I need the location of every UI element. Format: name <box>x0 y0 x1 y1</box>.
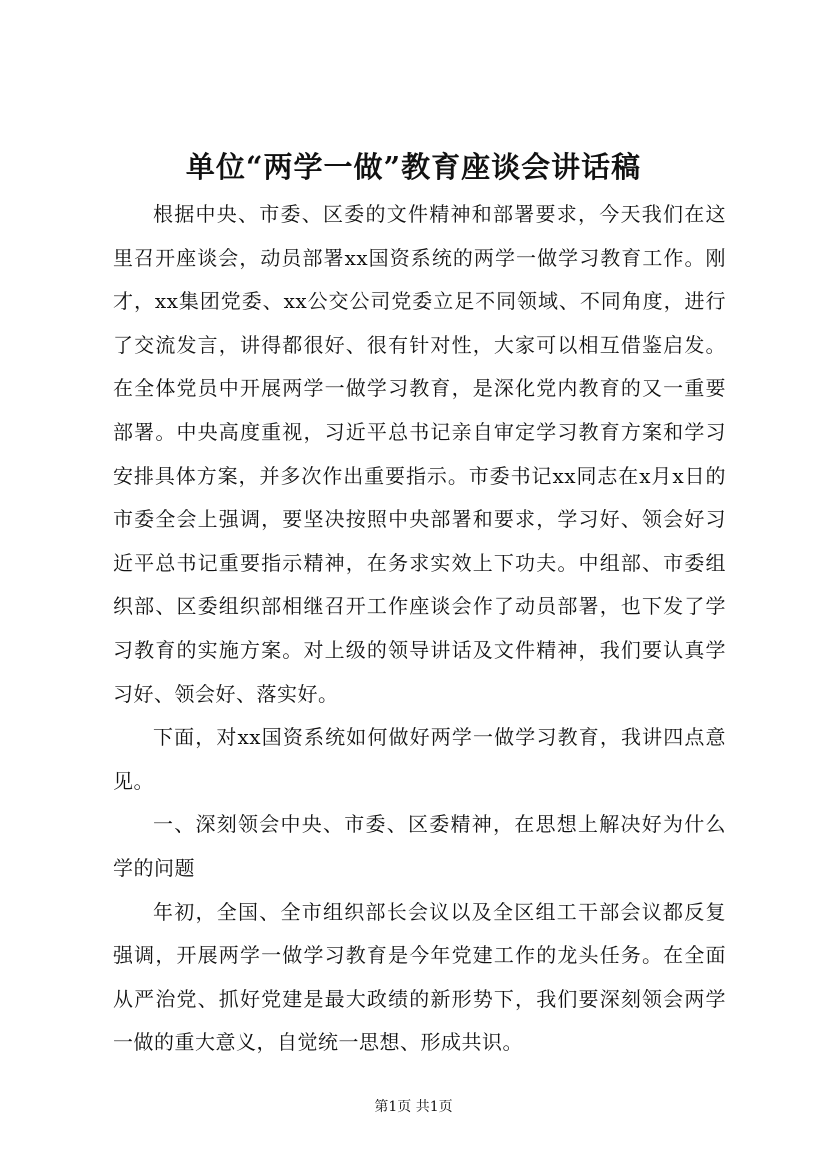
document-title: 单位“两学一做”教育座谈会讲话稿 <box>185 150 642 184</box>
page-number-footer: 第1页 共1页 <box>374 1099 453 1115</box>
paragraph: 下面，对xx国资系统如何做好两学一做学习教育，我讲四点意见。 <box>113 725 726 793</box>
paragraph: 根据中央、市委、区委的文件精神和部署要求，今天我们在这里召开座谈会，动员部署xx国资系统的两学一做学习教育工作。刚才，xx集团党委、xx公交公司党委立足不同领域、不同角度，进行了交流发言，讲得都很好、很有针对性，大家可以相互借鉴启发。在全体党员中开展两学一做学习教育，是深化党内教育的又一重要部署。中央高度重视，习近平总书记亲自审定学习教育方案和学习安排具体方案，并多次作出重要指示。市委书记xx同志在x月x日的市委全会上强调，要坚决按照中央部署和要求，学习好、领会好习近平总书记重要指示精神，在务求实效上下功夫。中组部、市委组织部、区委组织部相继召开工作座谈会作了动员部署，也下发了学习教育的实施方案。对上级的领导讲话及文件精神，我们要认真学习好、领会好、落实好。 <box>113 202 726 706</box>
section-heading: 一、深刻领会中央、市委、区委精神，在思想上解决好为什么学的问题 <box>113 812 726 880</box>
document-body <box>113 193 726 1065</box>
paragraph: 年初，全国、全市组织部长会议以及全区组工干部会议都反复强调，开展两学一做学习教育是今年党建工作的龙头任务。在全面从严治党、抓好党建是最大政绩的新形势下，我们要深刻领会两学一做的重大意义，自觉统一思想、形成共识。 <box>113 899 726 1055</box>
